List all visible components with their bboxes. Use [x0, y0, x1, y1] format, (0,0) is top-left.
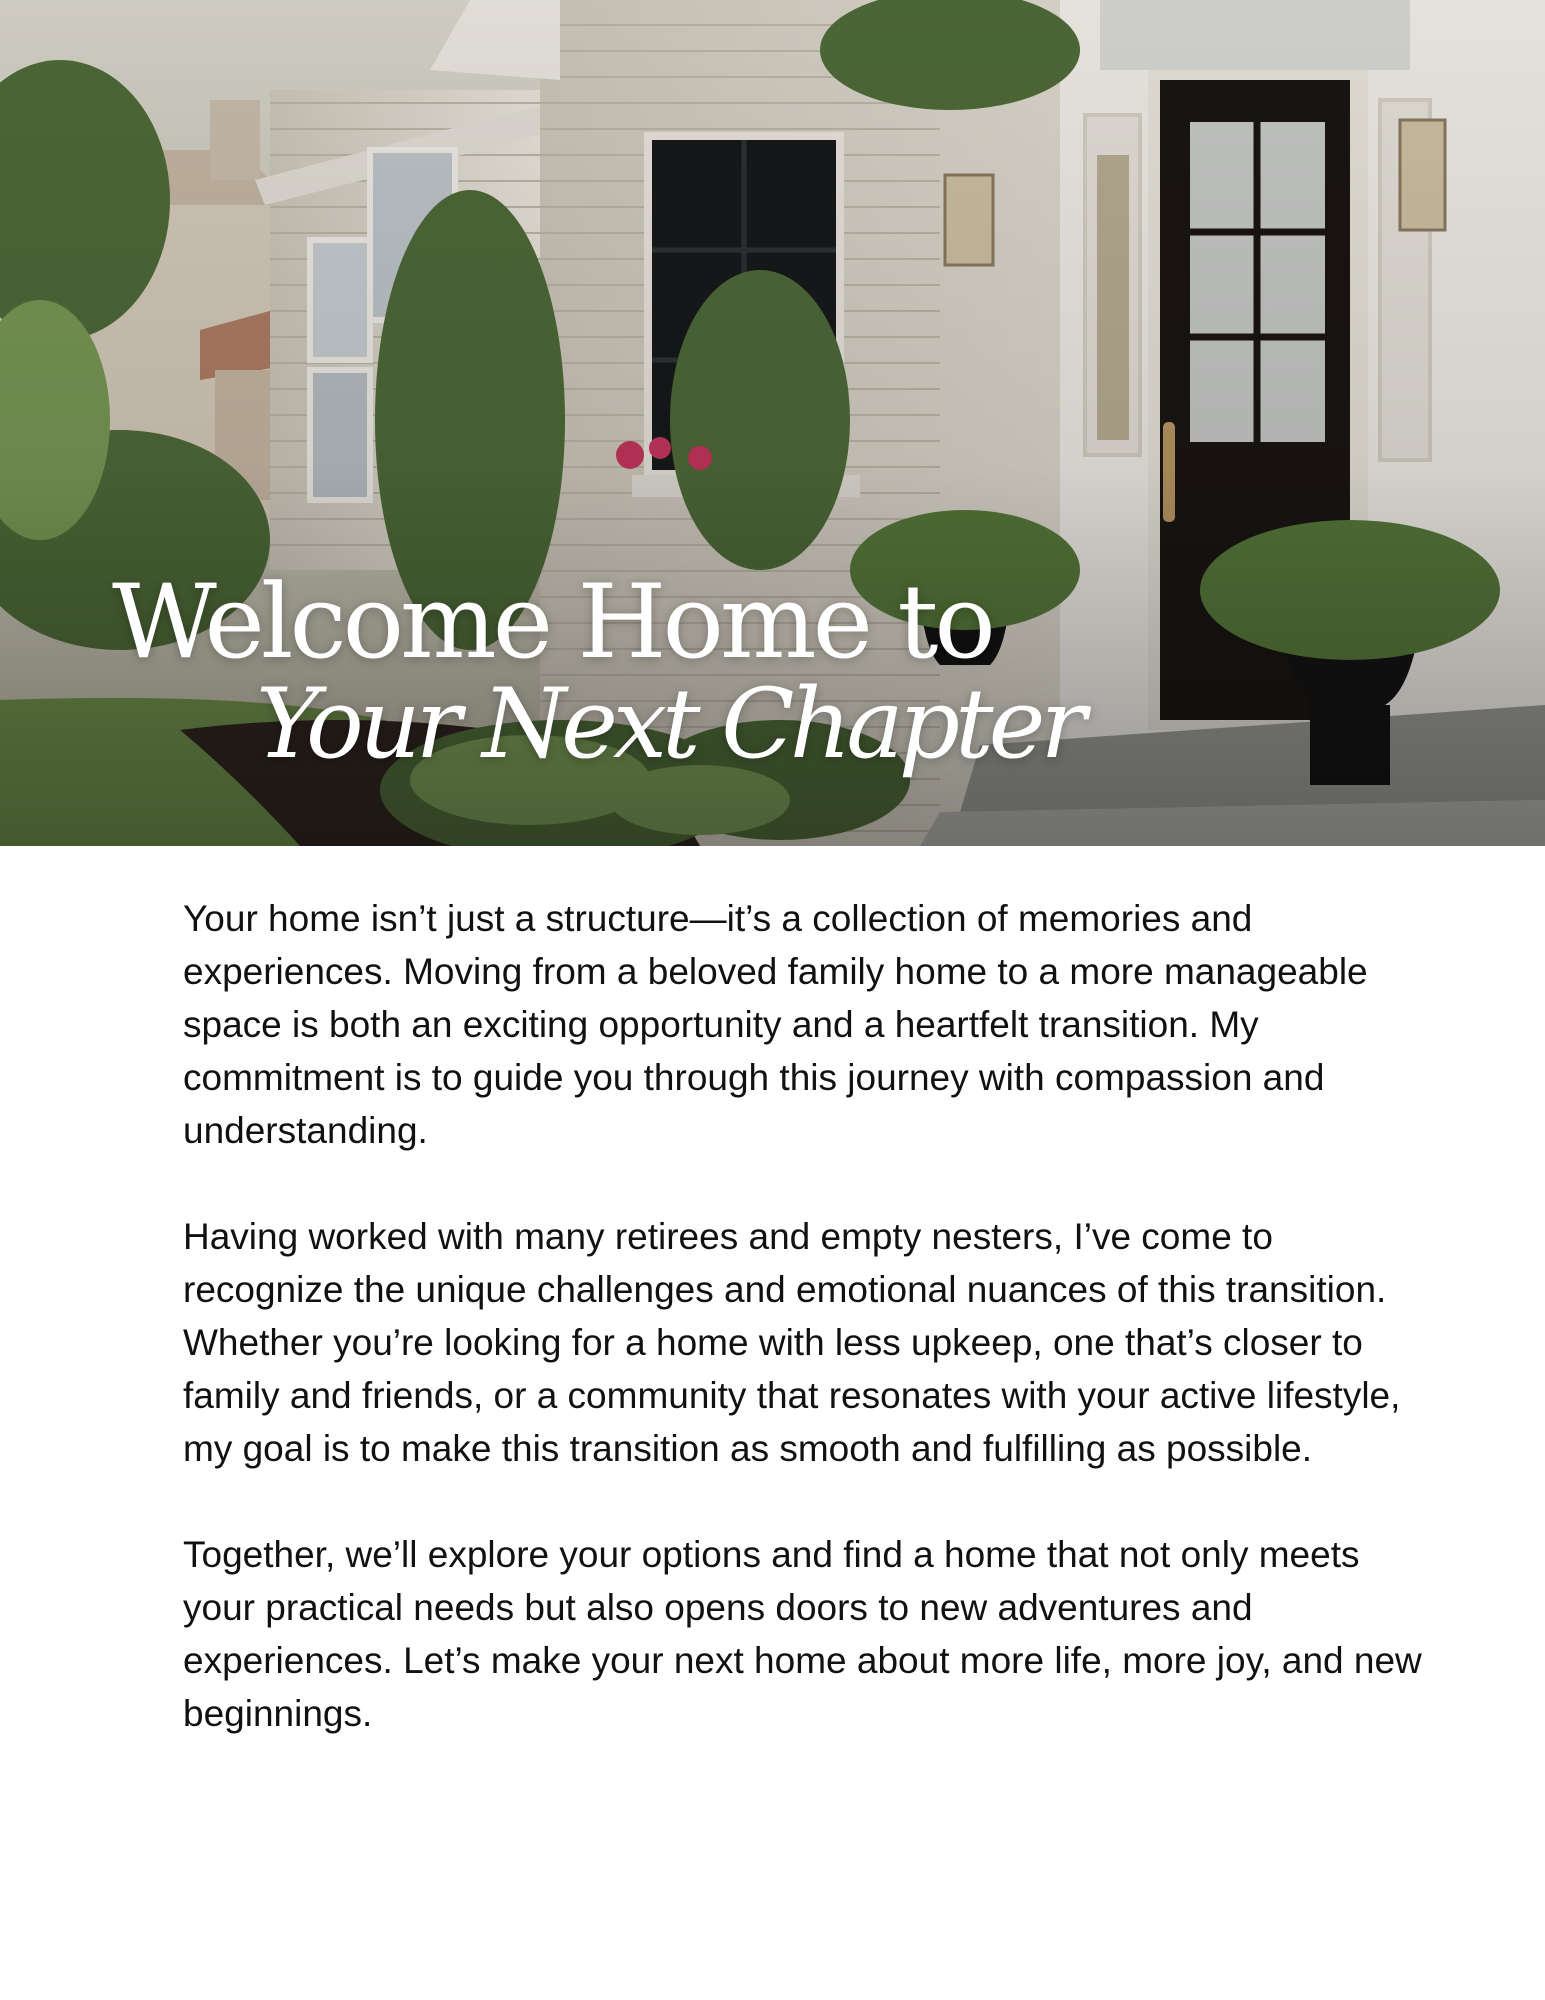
- closing-paragraph: Together, we’ll explore your options and find a home that not only meets your practical needs but also opens doors to new adventures and experiences. Let’s make your next home about more life, more joy, and new beginnings.: [183, 1534, 1422, 1734]
- experience-paragraph: Having worked with many retirees and empty nesters, I’ve come to recognize the unique challenges and emotional nuances of this transition. Whether you’re looking for a home with less upkeep, one that’s closer to family and friends, or a community that resonates with your active lifestyle, my goal is to make this transition as smooth and fulfilling as possible.: [183, 1216, 1401, 1469]
- body-copy: [183, 892, 1423, 1793]
- title-line-2: Your Next Chapter: [256, 668, 1082, 780]
- intro-paragraph: Your home isn’t just a structure—it’s a collection of memories and experiences. Moving from a beloved family home to a more manageable space is both an exciting opportunity and a heartfelt transition. My commitment is to guide you through this journey with compassion and understanding.: [183, 898, 1368, 1151]
- hero-section: [0, 0, 1545, 846]
- page-title: [0, 0, 1545, 846]
- title-line-1: Welcome Home to: [112, 563, 992, 682]
